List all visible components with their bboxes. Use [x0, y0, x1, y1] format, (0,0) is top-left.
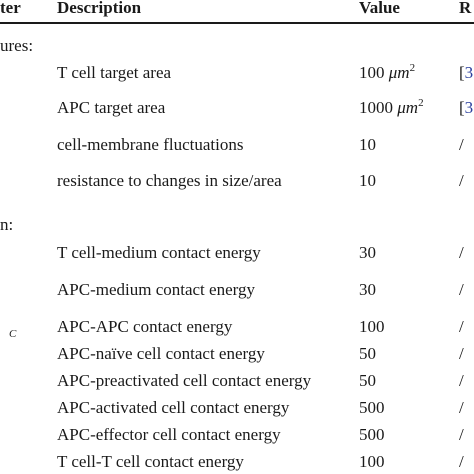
table-row-value: 30 [359, 243, 376, 262]
table-row-reference: / [459, 452, 464, 471]
table-row-reference[interactable]: [3 [459, 63, 474, 82]
header-value: Value [359, 0, 400, 17]
table-row-value: 30 [359, 280, 376, 299]
table-row-value: 500 [359, 398, 385, 417]
table-row-value: 100 $\mu m^2$ [359, 62, 416, 82]
table-row-value: 50 [359, 344, 376, 363]
table-row-reference: / [459, 135, 464, 154]
header-rule [0, 22, 474, 24]
table-row-description: APC-effector cell contact energy [57, 425, 281, 444]
table-row-reference: / [459, 344, 464, 363]
table-row-description: APC-preactivated cell contact energy [57, 371, 312, 390]
table-row-description: T cell target area [57, 63, 172, 82]
header-parameter: ter [0, 0, 21, 17]
table-row-value: 500 [359, 425, 385, 444]
table-row-reference: / [459, 398, 464, 417]
table-row-value: 100 [359, 452, 385, 471]
table-row-value: 10 [359, 171, 376, 190]
table-row-reference[interactable]: [3 [459, 98, 474, 117]
table-row-reference: / [459, 425, 464, 444]
table-row-reference: / [459, 317, 464, 336]
table-row-description: APC-activated cell contact energy [57, 398, 290, 417]
table-row-description: APC-APC contact energy [57, 317, 233, 336]
header-description: Description [57, 0, 142, 17]
table-row-reference: / [459, 171, 464, 190]
table-row-description: T cell-medium contact energy [57, 243, 261, 262]
table-row-reference: / [459, 243, 464, 262]
table-row-value: 1000 $\mu m^2$ [359, 97, 424, 117]
citation-link[interactable]: 3 [464, 98, 474, 117]
table-row-reference: / [459, 371, 464, 390]
citation-link[interactable]: 3 [464, 63, 474, 82]
table-row-description: cell-membrane fluctuations [57, 135, 244, 154]
header-reference: R [459, 0, 472, 17]
table-row-description: APC target area [57, 98, 166, 117]
table-row-value: 100 [359, 317, 385, 336]
section-label-structures: ures: [0, 36, 34, 55]
symbol-subscript: C [9, 328, 17, 340]
table-row-reference: / [459, 280, 464, 299]
table-row-description: T cell-T cell contact energy [57, 452, 244, 471]
table-row-description: resistance to changes in size/area [57, 171, 282, 190]
section-label-interaction: n: [0, 215, 14, 234]
table-row-value: 50 [359, 371, 376, 390]
table-row-value: 10 [359, 135, 376, 154]
table-row-description: APC-medium contact energy [57, 280, 255, 299]
table-row-description: APC-naïve cell contact energy [57, 344, 265, 363]
